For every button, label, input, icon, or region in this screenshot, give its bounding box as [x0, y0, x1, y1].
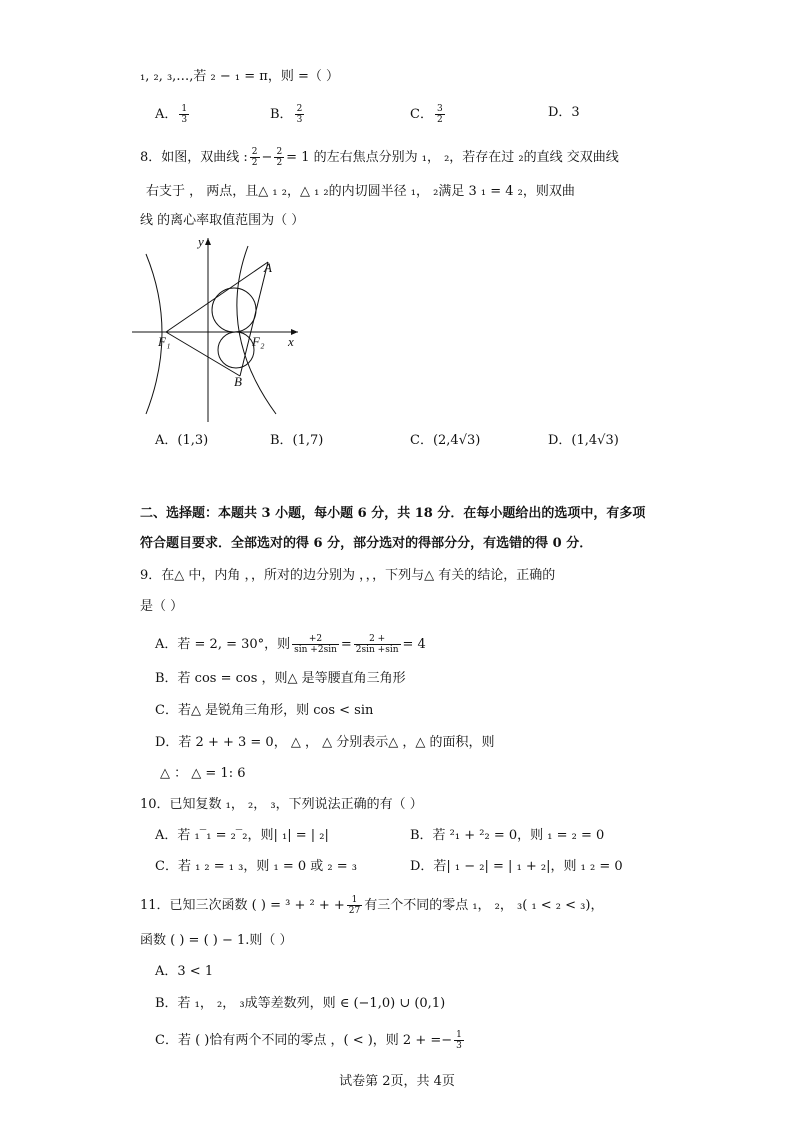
fraction-denominator: 27: [348, 906, 361, 916]
q11-option-a: A．3 < 1: [155, 964, 214, 979]
fraction-denominator: 3: [181, 115, 188, 125]
point-a-label: A: [264, 260, 272, 275]
q11-stem-line1-post: 有三个不同的零点 ₁， ₂， ₃( ₁ < ₂ < ₃)，: [364, 898, 604, 913]
fraction-denominator: 3: [296, 115, 303, 125]
fraction-numerator: 1: [181, 104, 188, 114]
q7-stem-tail: ₁, ₂, ₃,…,若 ₂ − ₁ = π，则 =（ ）: [140, 69, 339, 84]
q11-stem-line2: 函数 ( ) = ( ) − 1.则（ ）: [140, 933, 293, 948]
fraction-denominator: 3: [456, 1041, 462, 1051]
q8-option-b: B．(1,7): [270, 433, 324, 448]
q10-option-d: D．若| ₁ − ₂| = | ₁ + ₂|，则 ₁ ₂ = 0: [410, 859, 623, 874]
q8-option-c: C．(2,4√3): [410, 433, 481, 448]
q9-option-a-pre: A．若 = 2, = 30°，则: [155, 637, 291, 652]
fraction-numerator: +2: [292, 634, 339, 645]
q8-fraction-1: [250, 147, 260, 168]
fraction-numerator: 2: [251, 147, 258, 157]
q7-option-a-fraction: [179, 104, 189, 125]
fraction-denominator: sin +2sin: [294, 645, 337, 655]
section2-heading-line2: 符合题目要求．全部选对的得 6 分，部分选对的得部分分，有选错的得 0 分．: [140, 536, 593, 551]
line-f1-b: [166, 332, 240, 376]
point-b-label: B: [234, 374, 242, 389]
q9-option-b: B．若 cos = cos ，则△ 是等腰直角三角形: [155, 671, 406, 686]
q7-option-c-fraction: [435, 104, 445, 125]
fraction-denominator: 2: [276, 158, 283, 168]
q10-option-a: A．若 ₁‾₁ = ₂‾₂，则| ₁| = | ₂|: [155, 828, 329, 843]
q11-stem-line1-pre: 11．已知三次函数 ( ) = ³ + ² + +: [140, 898, 345, 913]
incircle-upper: [212, 288, 256, 332]
q9-option-a: [155, 634, 426, 655]
q8-option-d: D．(1,4√3): [548, 433, 619, 448]
q7-option-b: [270, 104, 306, 125]
focus-f2-label: F₂: [252, 334, 265, 349]
q11-fraction: [347, 895, 362, 916]
q7-option-c: [410, 104, 447, 125]
section2-heading-line1: 二、选择题：本题共 3 小题，每小题 6 分，共 18 分．在每小题给出的选项中，有多项: [140, 506, 646, 521]
q8-stem-line1-pre: 8．如图，双曲线 :: [140, 150, 248, 165]
fraction-denominator: 2: [436, 115, 443, 125]
q10-option-b: B．若 ²₁ + ²₂ = 0，则 ₁ = ₂ = 0: [410, 828, 605, 843]
q8-stem-line3: 线 的离心率取值范围为（ ）: [140, 213, 305, 228]
incircle-lower: [218, 332, 254, 368]
q9-option-a-equals: =: [340, 637, 352, 652]
q9-option-a-fraction-2: [354, 634, 401, 655]
y-axis-arrow: [205, 238, 211, 245]
q8-fraction-2: [274, 147, 284, 168]
hyperbola-diagram: [128, 232, 308, 424]
q8-option-a: A．(1,3): [155, 433, 209, 448]
fraction-denominator: 2sin +sin: [355, 645, 399, 655]
q9-stem-line1: 9．在△ 中，内角 ，，所对的边分别为 ，，，下列与△ 有关的结论，正确的: [140, 568, 556, 583]
q7-option-b-fraction: [295, 104, 305, 125]
q7-option-a-label: A．: [155, 107, 178, 122]
q8-hyperbola-figure: [128, 232, 308, 424]
q8-stem-line1-post: = 1 的左右焦点分别为 ₁， ₂，若存在过 ₂的直线 交双曲线: [286, 150, 619, 165]
fraction-numerator: 2 +: [354, 634, 401, 645]
fraction-numerator: 2: [296, 104, 303, 114]
q11-stem-line1: [140, 895, 603, 916]
fraction-numerator: 1: [456, 1030, 462, 1040]
q9-option-d-line1: D．若 2 + + 3 = 0， △ ， △ 分别表示△ ，△ 的面积，则: [155, 735, 495, 750]
q8-stem-line1: [140, 147, 619, 168]
q11-option-c: [155, 1030, 466, 1051]
fraction-numerator: 1: [347, 895, 362, 906]
q9-option-c: C．若△ 是锐角三角形，则 cos < sin: [155, 703, 374, 718]
q11-option-b: B．若 ₁， ₂， ₃成等差数列，则 ∈ (−1,0) ∪ (0,1): [155, 996, 446, 1011]
q10-option-c: C．若 ₁ ₂ = ₁ ₃，则 ₁ = 0 或 ₂ = ₃: [155, 859, 357, 874]
q8-stem-line2: 右支于 ， 两点，且△ ₁ ₂，△ ₁ ₂的内切圆半径 ₁， ₂满足 3 ₁ = 4 ₂，则双曲: [146, 184, 575, 199]
fraction-numerator: 2: [276, 147, 283, 157]
x-axis-label: x: [288, 334, 294, 349]
q9-option-d-line2: △ ： △ = 1: 6: [160, 766, 246, 781]
q7-option-a: [155, 104, 191, 125]
q9-option-a-fraction-1: [292, 634, 339, 655]
q7-option-b-label: B．: [270, 107, 293, 122]
q9-option-a-post: = 4: [402, 637, 426, 652]
y-axis-label: y: [198, 234, 204, 249]
q8-minus: −: [261, 150, 273, 165]
page-footer: 试卷第 2页，共 4页: [339, 1074, 455, 1089]
q7-option-d: D．3: [548, 105, 580, 120]
fraction-denominator: 2: [251, 158, 258, 168]
q11-option-c-pre: C．若 ( )恰有两个不同的零点 ，( < )，则 2 + =−: [155, 1033, 453, 1048]
q11-option-c-fraction: [454, 1030, 464, 1051]
q9-stem-line2: 是（ ）: [140, 599, 184, 614]
focus-f1-label: F₁: [158, 334, 171, 349]
q7-option-c-label: C．: [410, 107, 433, 122]
fraction-numerator: 3: [436, 104, 443, 114]
q10-stem: 10．已知复数 ₁， ₂， ₃，下列说法正确的有（ ）: [140, 797, 423, 812]
